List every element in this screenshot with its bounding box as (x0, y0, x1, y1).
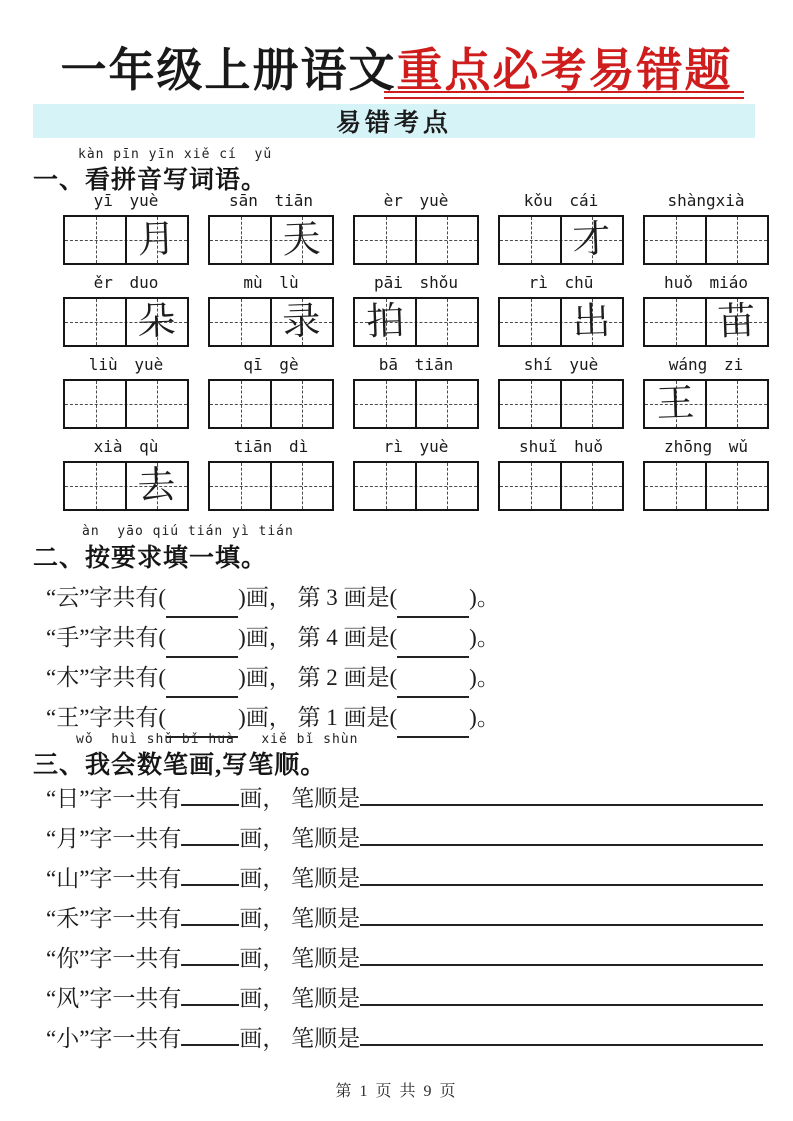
line-text: “手”字共有( (46, 625, 167, 650)
line-text: )画， 第 4 画是( (238, 625, 398, 650)
writing-box-pair (353, 297, 479, 347)
word-block (208, 435, 334, 511)
handwritten-char (64, 380, 127, 428)
handwritten-char (354, 380, 417, 428)
answer-blank (181, 780, 239, 806)
handwritten-char (415, 298, 478, 346)
section2-pinyin: àn yāo qiú tián yì tián (82, 524, 294, 539)
handwritten-char (125, 380, 188, 428)
handwritten-char: 苗 (716, 300, 757, 344)
writing-box-pair (643, 461, 769, 511)
writing-box-pair (353, 461, 479, 511)
line-text: “王”字共有( (46, 705, 167, 730)
word-block (208, 271, 334, 347)
writing-box-pair (63, 461, 189, 511)
word-pinyin: qī gè (243, 355, 299, 374)
handwritten-char: 月 (136, 218, 177, 262)
handwritten-char (415, 380, 478, 428)
word-pinyin: zhōng wǔ (663, 437, 749, 456)
line-text: “云”字共有( (46, 585, 167, 610)
answer-blank (397, 712, 469, 738)
handwritten-char: 出 (571, 300, 612, 344)
stroke-line (46, 939, 765, 979)
handwritten-char (270, 380, 333, 428)
word-pinyin: èr yuè (383, 191, 449, 210)
word-pinyin: mù lù (243, 273, 299, 292)
handwritten-char (499, 216, 562, 264)
word-block (208, 189, 334, 265)
writing-box-pair (498, 215, 624, 265)
line-text: 画， 笔顺是 (239, 866, 361, 891)
word-block (498, 353, 624, 429)
banner-label: 易错考点 (335, 110, 452, 137)
line-text: “你”字一共有 (46, 946, 182, 971)
page-number: 第 1 页 共 9 页 (335, 1083, 458, 1100)
section3-lines (46, 779, 765, 1059)
word-pinyin: tiān dì (233, 437, 309, 456)
line-text: 画， 笔顺是 (239, 1026, 361, 1051)
word-pinyin: shí yuè (523, 355, 599, 374)
word-pinyin: huǒ miáo (663, 273, 749, 292)
line-text: “风”字一共有 (46, 986, 182, 1011)
stroke-line (46, 899, 765, 939)
answer-blank (360, 900, 763, 926)
word-block (353, 189, 479, 265)
pinyin-word-grid (63, 189, 769, 511)
word-pinyin: kǒu cái (523, 191, 599, 210)
word-block (63, 435, 189, 511)
word-pinyin: sān tiān (228, 191, 314, 210)
handwritten-char (354, 462, 417, 510)
line-text: )。 (469, 705, 500, 730)
answer-blank (166, 672, 238, 698)
word-pinyin: shàngxià (667, 191, 745, 210)
word-block (208, 353, 334, 429)
section2-heading: 二、按要求填一填。 (33, 545, 268, 572)
section-banner (33, 104, 755, 138)
line-text: 画， 笔顺是 (239, 946, 361, 971)
handwritten-char (209, 462, 272, 510)
handwritten-char: 才 (571, 218, 612, 262)
word-pinyin: liù yuè (88, 355, 164, 374)
word-pinyin: pāi shǒu (373, 273, 459, 292)
line-text: “木”字共有( (46, 665, 167, 690)
answer-blank (397, 672, 469, 698)
handwritten-char (415, 216, 478, 264)
answer-blank (181, 860, 239, 886)
handwritten-char (270, 462, 333, 510)
handwritten-char: 拍 (365, 300, 406, 344)
line-text: “禾”字一共有 (46, 906, 182, 931)
line-text: “小”字一共有 (46, 1026, 182, 1051)
page-title-black: 一年级上册语文 (60, 45, 397, 96)
answer-blank (360, 940, 763, 966)
writing-box-pair (643, 297, 769, 347)
handwritten-char (64, 298, 127, 346)
handwritten-char: 王 (655, 382, 696, 426)
handwritten-char (209, 298, 272, 346)
word-pinyin: rì yuè (383, 437, 449, 456)
line-text: 画， 笔顺是 (239, 906, 361, 931)
stroke-line (46, 819, 765, 859)
answer-blank (166, 632, 238, 658)
fill-line (46, 618, 500, 658)
fill-line (46, 578, 500, 618)
answer-blank (181, 900, 239, 926)
line-text: “日”字一共有 (46, 786, 182, 811)
word-block (643, 435, 769, 511)
handwritten-char: 天 (281, 218, 322, 262)
answer-blank (181, 820, 239, 846)
line-text: 画， 笔顺是 (239, 786, 361, 811)
word-pinyin: yī yuè (93, 191, 159, 210)
section2-lines (46, 578, 500, 738)
stroke-line (46, 979, 765, 1019)
word-pinyin: wáng zi (668, 355, 744, 374)
handwritten-char: 录 (281, 300, 322, 344)
writing-box-pair (208, 215, 334, 265)
answer-blank (397, 592, 469, 618)
writing-box-pair (498, 297, 624, 347)
line-text: )画， 第 2 画是( (238, 665, 398, 690)
handwritten-char (64, 216, 127, 264)
handwritten-char (560, 380, 623, 428)
word-block (353, 435, 479, 511)
answer-blank (166, 592, 238, 618)
line-text: 画， 笔顺是 (239, 826, 361, 851)
writing-box-pair (498, 461, 624, 511)
line-text: 画， 笔顺是 (239, 986, 361, 1011)
handwritten-char (644, 216, 707, 264)
writing-box-pair (353, 215, 479, 265)
word-pinyin: ěr duo (93, 273, 159, 292)
handwritten-char (705, 380, 768, 428)
answer-blank (360, 780, 763, 806)
line-text: “山”字一共有 (46, 866, 182, 891)
writing-box-pair (353, 379, 479, 429)
writing-box-pair (208, 297, 334, 347)
answer-blank (360, 820, 763, 846)
stroke-line (46, 859, 765, 899)
handwritten-char (499, 298, 562, 346)
answer-blank (397, 632, 469, 658)
word-pinyin: rì chū (528, 273, 594, 292)
line-text: )。 (469, 585, 500, 610)
handwritten-char (644, 298, 707, 346)
line-text: )。 (469, 665, 500, 690)
word-block (643, 189, 769, 265)
word-pinyin: shuǐ huǒ (518, 437, 604, 456)
answer-blank (360, 980, 763, 1006)
word-block (353, 353, 479, 429)
handwritten-char (705, 216, 768, 264)
word-block (353, 271, 479, 347)
line-text: “月”字一共有 (46, 826, 182, 851)
answer-blank (360, 1020, 763, 1046)
answer-blank (360, 860, 763, 886)
answer-blank (181, 1020, 239, 1046)
handwritten-char (499, 380, 562, 428)
word-block (498, 189, 624, 265)
word-pinyin: bā tiān (378, 355, 454, 374)
handwritten-char (499, 462, 562, 510)
title-underline (384, 91, 744, 99)
writing-box-pair (63, 297, 189, 347)
writing-box-pair (643, 379, 769, 429)
handwritten-char (209, 216, 272, 264)
word-block (63, 189, 189, 265)
word-block (498, 271, 624, 347)
word-block (643, 271, 769, 347)
handwritten-char (354, 216, 417, 264)
word-pinyin: xià qù (93, 437, 159, 456)
line-text: )。 (469, 625, 500, 650)
stroke-line (46, 779, 765, 819)
handwritten-char (644, 462, 707, 510)
page-title-red: 重点必考易错题 (396, 45, 733, 96)
handwritten-char (415, 462, 478, 510)
handwritten-char: 朵 (136, 300, 177, 344)
fill-line (46, 658, 500, 698)
line-text: )画， 第 3 画是( (238, 585, 398, 610)
section1-pinyin: kàn pīn yīn xiě cí yǔ (78, 147, 273, 162)
word-block (63, 353, 189, 429)
writing-box-pair (208, 379, 334, 429)
section1-heading: 一、看拼音写词语。 (33, 167, 268, 194)
writing-box-pair (63, 379, 189, 429)
writing-box-pair (208, 461, 334, 511)
stroke-line (46, 1019, 765, 1059)
answer-blank (181, 980, 239, 1006)
writing-box-pair (498, 379, 624, 429)
line-text: )画， 第 1 画是( (238, 705, 398, 730)
writing-box-pair (643, 215, 769, 265)
handwritten-char (64, 462, 127, 510)
section3-heading: 三、我会数笔画,写笔顺。 (33, 752, 327, 779)
answer-blank (181, 940, 239, 966)
writing-box-pair (63, 215, 189, 265)
word-block (643, 353, 769, 429)
handwritten-char (560, 462, 623, 510)
handwritten-char: 去 (136, 464, 177, 508)
handwritten-char (705, 462, 768, 510)
section3-pinyin: wǒ huì shǔ bǐ huà xiě bǐ shùn (76, 732, 359, 747)
word-block (498, 435, 624, 511)
handwritten-char (209, 380, 272, 428)
word-block (63, 271, 189, 347)
